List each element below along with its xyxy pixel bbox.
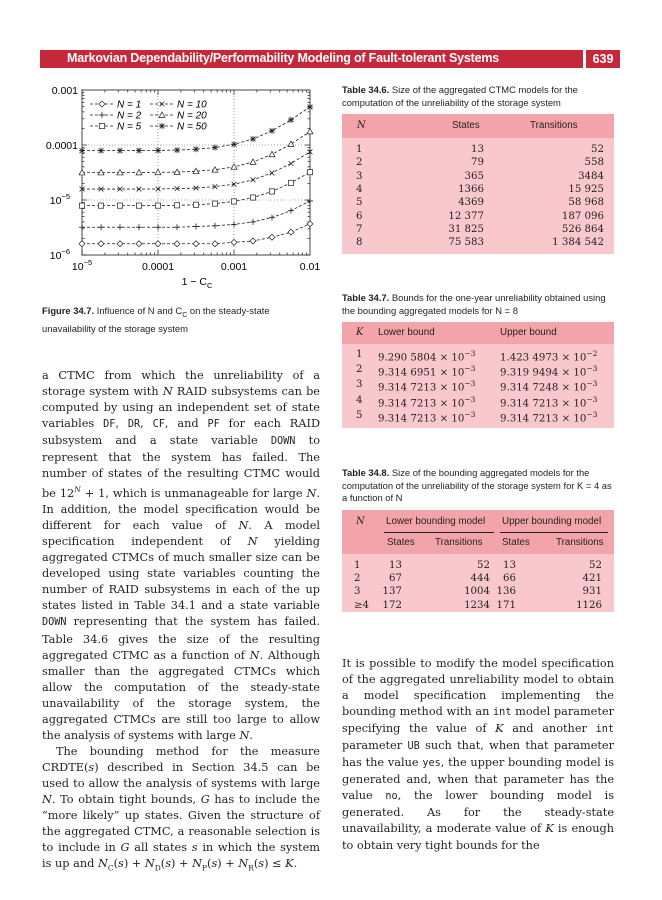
data-point-asterisk <box>288 117 294 123</box>
right-column-text <box>342 656 614 854</box>
col-header-n: N <box>357 120 366 131</box>
table-cell-upper-bound: 9.314 $7213 \times 10^{-3}$ <box>500 409 598 425</box>
table-cell-lower-transitions: 1004 <box>464 586 490 598</box>
table-cell-lower-states: 13 <box>389 560 402 571</box>
data-point-triangle <box>250 159 256 164</box>
data-point-diamond <box>231 239 237 245</box>
legend-entry <box>150 111 207 122</box>
legend-label: N = 10 <box>177 99 207 111</box>
table-cell-n: 2 <box>354 573 361 585</box>
table-cell-upper-bound: 9.314 $7248 \times 10^{-3}$ <box>500 379 598 394</box>
data-point-square <box>98 203 103 208</box>
data-point-diamond <box>250 238 256 244</box>
figure-caption <box>42 304 320 335</box>
data-point-plus <box>307 198 313 204</box>
x-tick-label-0.01: 0.01 <box>299 261 321 273</box>
data-point-triangle <box>269 151 275 156</box>
data-point-square <box>99 123 104 128</box>
data-point-asterisk <box>117 148 123 154</box>
x-tick-label-0.001: 0.001 <box>220 261 248 273</box>
table-cell-states: 4369 <box>458 197 484 209</box>
table-cell-upper-bound: 9.319 $9494 \times 10^{-3}$ <box>500 364 598 379</box>
data-point-asterisk <box>231 141 237 147</box>
data-point-asterisk <box>193 146 199 152</box>
table-cell-lower-bound: 9.314 $7213 \times 10^{-3}$ <box>378 379 476 394</box>
header-rule-lower <box>384 532 494 533</box>
table-cell-n: 3 <box>356 170 363 182</box>
left-paragraph-2: The bounding method for the measure CRDTE(s) described in Section 34.5 can be used to allow the analysis of systems with large N. To obtain tight bounds, G has to include the “more likely” up states. Given the structure of the aggregated CTMC, a reasonable selection is to include in G all states s in which the system is up and $N_C(s) + N_D(s) + N_P(s) + N_R(s) \le K$. <box>42 744 320 873</box>
x-tick-label-0.0001: 0.0001 <box>141 261 175 273</box>
data-point-diamond <box>269 234 275 240</box>
table-cell-lower-states: 137 <box>382 586 402 598</box>
data-point-x <box>270 170 275 175</box>
legend-label: N = 5 <box>117 121 142 133</box>
table-cell-states: 75 583 <box>448 237 484 249</box>
data-point-plus <box>99 112 105 118</box>
chart-legend <box>90 100 207 133</box>
data-point-plus <box>193 223 199 229</box>
table-cell-n: 4 <box>356 183 363 195</box>
col-header-n: N <box>356 516 365 527</box>
exponent: −3 <box>586 409 598 419</box>
data-point-diamond <box>79 241 85 247</box>
table-cell-lower-bound: 9.314 $7213 \times 10^{-3}$ <box>378 394 476 409</box>
data-point-triangle <box>155 169 161 174</box>
table-header-row <box>342 322 614 344</box>
table-34-6 <box>342 114 614 254</box>
table-cell-lower-transitions: 1234 <box>464 599 490 611</box>
header-title: Markovian Dependability/Performability Modeling of Fault-tolerant Systems <box>66 51 499 65</box>
data-point-square <box>231 199 236 204</box>
data-point-asterisk <box>212 145 218 151</box>
table-cell-k: 3 <box>356 379 363 391</box>
data-point-asterisk <box>174 147 180 153</box>
data-point-plus <box>136 224 142 230</box>
table-cell-lower-transitions: 444 <box>470 573 490 585</box>
data-point-diamond <box>212 241 218 247</box>
data-point-plus <box>288 208 294 214</box>
table-cell-lower-bound: 9.314 $7213 \times 10^{-3}$ <box>378 409 476 425</box>
data-point-diamond <box>99 101 105 107</box>
table-cell-n: 5 <box>356 197 363 209</box>
col-header-states: States <box>452 120 480 131</box>
data-point-triangle <box>288 141 294 146</box>
table-cell-states: 79 <box>471 157 484 169</box>
col-header-transitions: Transitions <box>530 120 578 131</box>
table-cell-upper-transitions: 1126 <box>576 599 602 611</box>
table-cell-states: 1366 <box>458 183 484 195</box>
table-cell-n: 3 <box>354 586 361 598</box>
page-number: 639 <box>586 50 620 68</box>
table-34-7-caption: Table 34.7. Bounds for the one-year unreliability obtained using the bounding aggregated models for N = 8 <box>342 292 606 316</box>
table-cell-k: 1 <box>356 349 363 360</box>
table-cell-transitions: 1 384 542 <box>552 237 604 249</box>
data-point-asterisk <box>136 148 142 154</box>
table-cell-lower-states: 172 <box>382 599 402 611</box>
left-column-text <box>42 368 320 876</box>
table-cell-upper-bound: 9.314 $7213 \times 10^{-3}$ <box>500 394 598 409</box>
table-cell-upper-transitions: 931 <box>582 586 602 598</box>
legend-entry <box>150 122 207 133</box>
table-cell-k: 5 <box>356 409 363 421</box>
data-point-square <box>288 180 293 185</box>
table-cell-transitions: 558 <box>584 157 604 169</box>
table-cell-states: 365 <box>464 170 484 182</box>
table-cell-lower-states: 67 <box>389 573 402 585</box>
exponent: −3 <box>464 379 476 389</box>
y-tick-label-1e-5: $10^{-5}$ <box>49 192 70 207</box>
table-cell-n: ≥4 <box>354 599 370 611</box>
data-point-square <box>117 203 122 208</box>
right-paragraph-1: It is possible to modify the model specification of the aggregated unreliability model to obtain a model specification implementing the bounding method with an int model parameter specifying the value of K and another int parameter UB such that, when that parameter has the value yes, the upper bounding model is generated and, when that parameter has the value no, the lower bounding model is generated. As for the steady-state unavailability, a moderate value of K is enough to obtain very tight bounds for the <box>342 657 615 852</box>
exponent: −2 <box>586 349 598 358</box>
table-cell-upper-bound: 1.423 $4973 \times 10^{-2}$ <box>500 349 598 364</box>
legend-label: N = 50 <box>177 121 207 133</box>
table-cell-upper-states: 13 <box>503 560 516 571</box>
data-point-triangle <box>159 112 165 117</box>
table-cell-k: 2 <box>356 364 363 376</box>
table-cell-n: 6 <box>356 210 363 222</box>
x-axis-label: $1 - C_C$ <box>181 276 213 290</box>
data-point-asterisk <box>269 128 275 134</box>
data-point-plus <box>174 224 180 230</box>
table-cell-transitions: 526 864 <box>561 223 604 235</box>
table-cell-upper-states: 171 <box>496 599 516 611</box>
data-point-plus <box>79 224 85 230</box>
col-header-lower-bound: Lower bound <box>378 327 435 338</box>
col-header-k: K <box>356 327 364 338</box>
y-tick-label-0.001: 0.001 <box>51 85 78 97</box>
col-header-upper-model: Upper bounding model <box>502 516 602 527</box>
exponent: −3 <box>464 349 476 358</box>
legend-entry <box>150 100 207 111</box>
col-header-lower-model: Lower bounding model <box>386 516 486 527</box>
table-cell-transitions: 187 096 <box>561 210 604 222</box>
data-point-diamond <box>136 241 142 247</box>
data-point-diamond <box>288 229 294 235</box>
table-header-row <box>342 510 614 554</box>
table-34-8 <box>342 510 614 612</box>
col-header-lower-transitions: Transitions <box>435 537 483 548</box>
table-cell-states: 31 825 <box>448 223 484 235</box>
exponent: −3 <box>464 364 476 374</box>
data-point-triangle <box>136 169 142 174</box>
data-point-asterisk <box>98 148 104 154</box>
series-line <box>82 172 310 205</box>
table-cell-n: 2 <box>356 157 363 169</box>
data-point-diamond <box>174 241 180 247</box>
legend-entry <box>90 111 142 122</box>
table-cell-n: 1 <box>356 144 363 155</box>
legend-entry <box>90 100 141 111</box>
table-cell-lower-bound: 9.314 $6951 \times 10^{-3}$ <box>378 364 476 379</box>
table-34-7 <box>342 322 614 428</box>
table-34-8-caption: Table 34.8. Size of the bounding aggregated models for the computation of the unreliability of the storage system for K = 4 as a function of N <box>342 467 612 503</box>
data-point-plus <box>269 215 275 221</box>
table-cell-transitions: 58 968 <box>568 197 604 209</box>
data-point-asterisk <box>159 123 165 129</box>
data-point-diamond <box>117 241 123 247</box>
data-point-square <box>269 189 274 194</box>
data-point-plus <box>250 219 256 225</box>
legend-label: N = 20 <box>177 110 207 122</box>
data-point-asterisk <box>307 104 313 110</box>
data-point-asterisk <box>79 148 85 154</box>
table-cell-upper-states: 136 <box>496 586 516 598</box>
exponent: −3 <box>586 379 598 389</box>
col-header-upper-bound: Upper bound <box>500 327 557 338</box>
exponent: −3 <box>586 364 598 374</box>
data-point-asterisk <box>250 136 256 142</box>
legend-label: N = 1 <box>117 99 142 111</box>
table-header-row <box>342 114 614 138</box>
data-point-square <box>79 203 84 208</box>
table-cell-states: 12 377 <box>448 210 484 222</box>
table-cell-upper-transitions: 421 <box>582 573 602 585</box>
table-cell-states: 13 <box>471 144 484 155</box>
y-tick-label-1e-6: $10^{-6}$ <box>49 247 70 262</box>
data-point-plus <box>98 224 104 230</box>
data-point-asterisk <box>155 147 161 153</box>
legend-entry <box>90 122 142 133</box>
table-cell-upper-states: 66 <box>503 573 516 585</box>
table-cell-upper-transitions: 52 <box>589 560 602 571</box>
figure-caption-text: Influence of N and $C_C$ on the steady-state unavailability of the storage system <box>42 305 270 334</box>
table-cell-lower-bound: 9.290 $5804 \times 10^{-3}$ <box>378 349 476 364</box>
col-header-lower-states: States <box>387 537 415 548</box>
table-cell-lower-transitions: 52 <box>477 560 490 571</box>
header-bar <box>40 50 583 68</box>
data-point-diamond <box>193 241 199 247</box>
data-point-diamond <box>155 241 161 247</box>
col-header-upper-states: States <box>502 537 530 548</box>
data-point-triangle <box>231 164 237 169</box>
table-34-6-caption: Table 34.6. Size of the aggregated CTMC models for the computation of the unreliability of the storage system <box>342 84 578 108</box>
data-point-triangle <box>307 128 313 133</box>
data-point-plus <box>117 224 123 230</box>
header-rule-upper <box>500 532 608 533</box>
table-cell-n: 7 <box>356 223 363 235</box>
data-point-x <box>289 161 294 166</box>
data-point-plus <box>212 223 218 229</box>
table-cell-transitions: 15 925 <box>568 183 604 195</box>
data-point-square <box>174 203 179 208</box>
data-point-plus <box>231 221 237 227</box>
data-point-square <box>155 203 160 208</box>
data-point-square <box>212 201 217 206</box>
data-point-square <box>193 202 198 207</box>
table-cell-transitions: 52 <box>591 144 604 155</box>
col-header-upper-transitions: Transitions <box>556 537 604 548</box>
table-cell-transitions: 3484 <box>578 170 604 182</box>
data-point-diamond <box>98 241 104 247</box>
y-tick-label-0.0001: 0.0001 <box>45 140 78 152</box>
data-point-plus <box>155 224 161 230</box>
exponent: −3 <box>464 394 476 404</box>
table-cell-n: 1 <box>354 560 361 571</box>
running-header <box>0 50 662 68</box>
data-point-square <box>136 203 141 208</box>
figure-34-7-chart <box>40 80 330 290</box>
data-point-square <box>307 170 312 175</box>
table-cell-k: 4 <box>356 394 363 406</box>
exponent: −3 <box>464 409 476 419</box>
x-tick-label-1e-5: $10^{-5}$ <box>71 258 93 273</box>
table-cell-n: 8 <box>356 237 363 249</box>
exponent: −3 <box>586 394 598 404</box>
left-paragraph-1: a CTMC from which the unreliability of a storage system with N RAID subsystems can be computed by using an independent set of state variables DF, DR, CF, and PF for each RAID subsystem and a state variable DOWN to represent that the system has failed. The number of states of the resulting CTMC would be $12^N + 1$, which is unmanageable for large N. In addition, the model specification would be different for each value of N. A model specification independent of N yielding aggregated CTMCs of much smaller size can be developed using state variables counting the number of RAID subsystems in each of the up states listed in Table 34.1 and a state variable DOWN representing that the system has failed. Table 34.6 gives the size of the resulting aggregated CTMC as a function of N. Although smaller than the aggregated CTMCs which allow the computation of the steady-state unavailability of the storage system, the aggregated CTMCs are still too large to allow the analysis of systems with large N. <box>42 369 320 742</box>
data-point-square <box>250 195 255 200</box>
legend-label: N = 2 <box>117 110 142 122</box>
figure-label: Figure 34.7. <box>42 305 95 316</box>
